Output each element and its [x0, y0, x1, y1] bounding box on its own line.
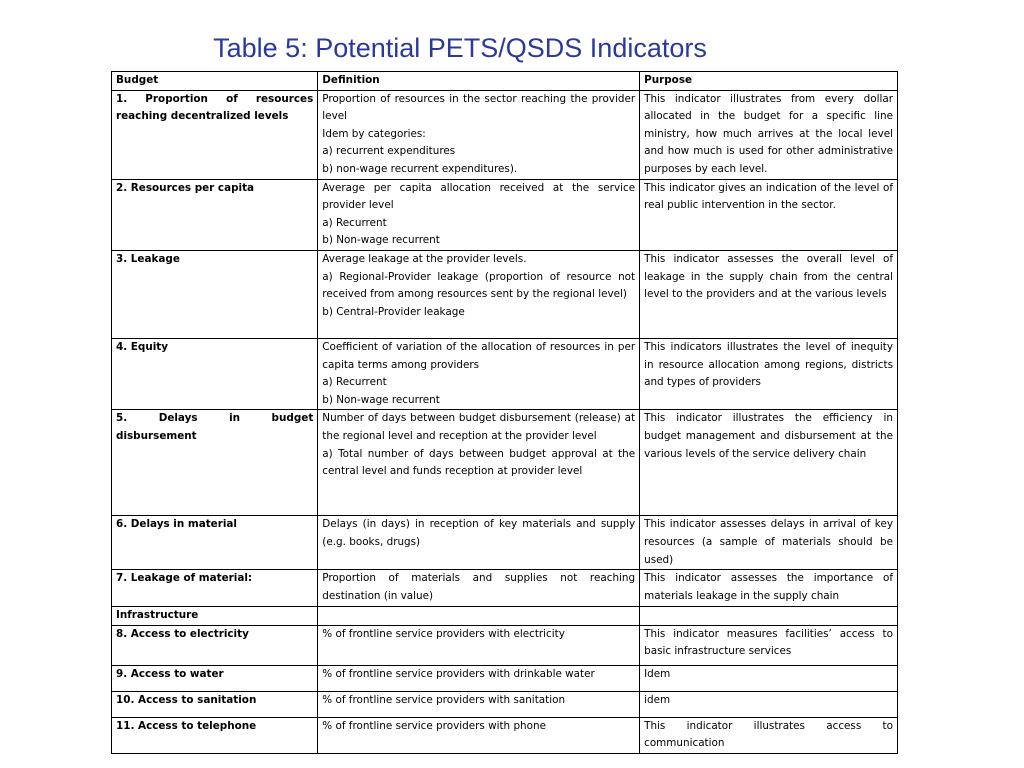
- indicator-definition: [318, 625, 640, 665]
- definition-line: Proportion of materials and supplies not reaching destination (in value): [322, 572, 636, 602]
- purpose-line: This indicators illustrates the level of inequity in resource allocation among regions, districts and types of providers: [644, 340, 893, 389]
- purpose-line: This indicator assesses the importance of materials leakage in the supply chain: [644, 572, 893, 602]
- indicator-purpose: [640, 516, 898, 570]
- table-row: [112, 179, 898, 250]
- table-row: [112, 570, 898, 607]
- definition-line: a) Recurrent: [322, 216, 387, 229]
- definition-line: b) Non-wage recurrent: [322, 234, 440, 247]
- indicator-purpose: [640, 250, 898, 338]
- table-row: [112, 607, 898, 626]
- definition-line: a) Total number of days between budget approval at the central level and funds reception at provider level: [322, 447, 636, 478]
- indicator-purpose: [640, 607, 898, 626]
- header-budget: Budget: [112, 72, 318, 91]
- indicator-definition: [318, 410, 640, 516]
- purpose-line: This indicator measures facilities’ access to basic infrastructure services: [644, 627, 893, 658]
- purpose-line: This indicator illustrates from every dollar allocated in the budget for a specific line ministry, how much arrives at the local level and how much is used for other administrative purposes by each level.: [644, 92, 893, 175]
- indicator-definition: [318, 250, 640, 338]
- definition-line: % of frontline service providers with drinkable water: [322, 667, 595, 680]
- purpose-line: This indicator gives an indication of the level of real public intervention in the sector.: [644, 181, 893, 212]
- indicator-name: 8. Access to electricity: [112, 625, 318, 665]
- definition-line: Coefficient of variation of the allocation of resources in per capita terms among providers: [322, 340, 636, 371]
- indicator-purpose: [640, 338, 898, 409]
- indicator-purpose: [640, 90, 898, 179]
- table-row: [112, 516, 898, 570]
- indicator-definition: [318, 338, 640, 409]
- definition-line: % of frontline service providers with sanitation: [322, 693, 566, 706]
- indicator-definition: [318, 90, 640, 179]
- indicator-name: 4. Equity: [112, 338, 318, 409]
- indicator-purpose: [640, 179, 898, 250]
- definition-line: Proportion of resources in the sector reaching the provider level: [322, 92, 636, 123]
- indicator-name: 5. Delays in budget disbursement: [112, 410, 318, 516]
- definition-line: % of frontline service providers with electricity: [322, 627, 565, 640]
- indicator-purpose: [640, 691, 898, 717]
- indicator-definition: [318, 516, 640, 570]
- definition-line: Number of days between budget disbursement (release) at the regional level and reception at the provider level: [322, 412, 636, 442]
- indicator-purpose: [640, 570, 898, 607]
- definition-line: b) Central-Provider leakage: [322, 305, 465, 318]
- definition-line: Idem by categories:: [322, 127, 426, 140]
- indicator-definition: [318, 179, 640, 250]
- indicator-definition: [318, 691, 640, 717]
- indicator-name: 2. Resources per capita: [112, 179, 318, 250]
- definition-line: Delays (in days) in reception of key materials and supply (e.g. books, drugs): [322, 518, 636, 548]
- indicator-definition: [318, 607, 640, 626]
- indicator-purpose: [640, 665, 898, 691]
- table-row: [112, 625, 898, 665]
- definition-line: a) Regional-Provider leakage (proportion of resource not received from among resources sent by the regional level): [322, 270, 636, 301]
- definition-line: b) Non-wage recurrent: [322, 393, 440, 406]
- indicator-name: Infrastructure: [112, 607, 318, 626]
- table-row: [112, 338, 898, 409]
- indicator-name: 7. Leakage of material:: [112, 570, 318, 607]
- indicators-table: [111, 71, 898, 754]
- indicator-purpose: [640, 717, 898, 753]
- purpose-line: idem: [644, 693, 671, 706]
- header-purpose: Purpose: [640, 72, 898, 91]
- header-definition: Definition: [318, 72, 640, 91]
- indicator-name: 3. Leakage: [112, 250, 318, 338]
- definition-line: a) Recurrent: [322, 376, 387, 389]
- purpose-line: Idem: [644, 667, 671, 680]
- indicator-name: 1. Proportion of resources reaching decentralized levels: [112, 90, 318, 179]
- table-row: [112, 250, 898, 338]
- table-row: [112, 90, 898, 179]
- table-row: [112, 691, 898, 717]
- definition-line: Average per capita allocation received at the service provider level: [322, 181, 636, 212]
- purpose-line: This indicator illustrates access to communication: [644, 719, 893, 750]
- purpose-line: This indicator illustrates the efficiency in budget management and disbursement at the various levels of the service delivery chain: [644, 412, 893, 460]
- definition-line: Average leakage at the provider levels.: [322, 252, 527, 265]
- definition-line: % of frontline service providers with phone: [322, 719, 546, 732]
- purpose-line: This indicator assesses the overall level of leakage in the supply chain from the central level to the providers and at the various levels: [644, 252, 893, 301]
- table-row: [112, 665, 898, 691]
- indicator-purpose: [640, 625, 898, 665]
- table-header-row: [112, 72, 898, 91]
- purpose-line: This indicator assesses delays in arrival of key resources (a sample of materials should be used): [644, 518, 893, 566]
- page-title: Table 5: Potential PETS/QSDS Indicators: [213, 33, 707, 63]
- indicator-name: 10. Access to sanitation: [112, 691, 318, 717]
- definition-line: b) non-wage recurrent expenditures).: [322, 162, 518, 175]
- indicator-name: 9. Access to water: [112, 665, 318, 691]
- table-row: [112, 717, 898, 753]
- table-row: [112, 410, 898, 516]
- indicator-name: 11. Access to telephone: [112, 717, 318, 753]
- indicator-definition: [318, 717, 640, 753]
- indicator-definition: [318, 570, 640, 607]
- definition-line: a) recurrent expenditures: [322, 145, 456, 158]
- indicator-name: 6. Delays in material: [112, 516, 318, 570]
- indicator-definition: [318, 665, 640, 691]
- indicator-purpose: [640, 410, 898, 516]
